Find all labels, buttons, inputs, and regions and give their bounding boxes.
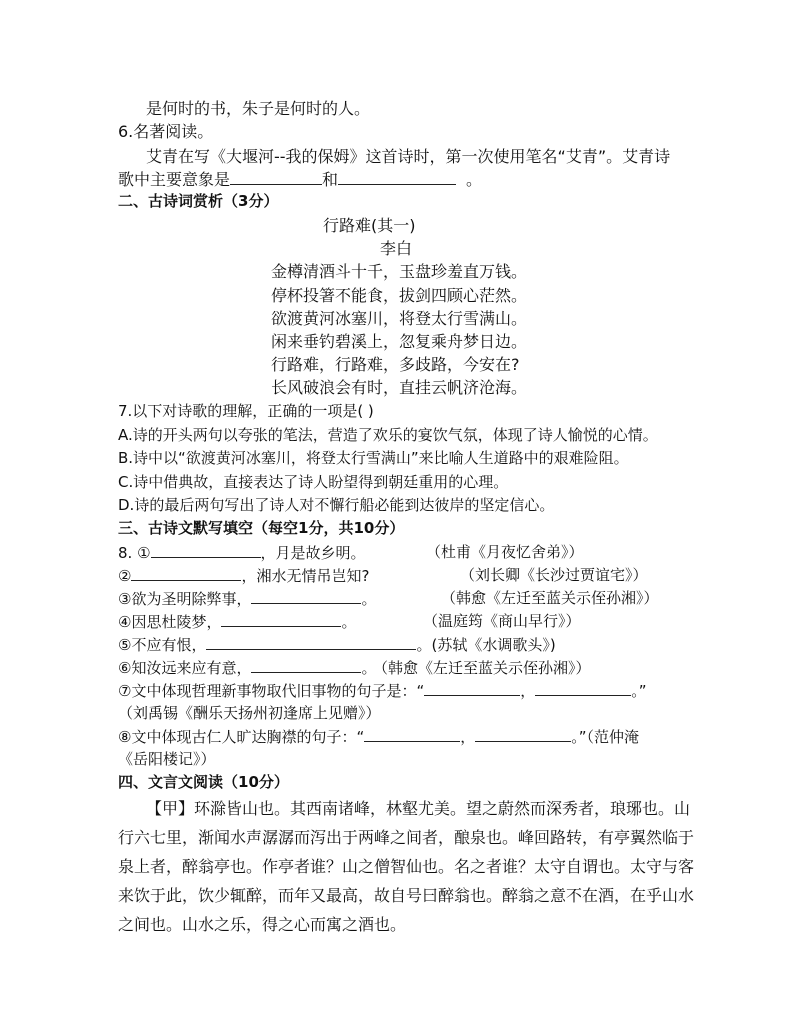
fill-item-6 bbox=[118, 657, 590, 678]
item-text: 。 bbox=[341, 613, 357, 631]
fill-blank[interactable] bbox=[206, 634, 416, 650]
item-source: （杜甫《月夜忆舍弟》） bbox=[426, 543, 584, 561]
item-prefix: ③欲为圣明除弊事， bbox=[118, 590, 252, 608]
poem-line: 欲渡黄河冰塞川，将登太行雪满山。 bbox=[271, 309, 528, 328]
item-prefix: ⑤不应有恨， bbox=[118, 636, 207, 654]
section2-heading: 二、古诗词赏析（3分） bbox=[118, 192, 279, 210]
item-text: ⑧文中体现古仁人旷达胸襟的句子：“ bbox=[118, 728, 365, 746]
fill-item-5 bbox=[118, 634, 556, 655]
section4-heading: 四、文言文阅读（10分） bbox=[118, 773, 289, 791]
item-source: （刘长卿《长沙过贾谊宅》） bbox=[460, 566, 648, 584]
q6-title: 6.名著阅读。 bbox=[118, 122, 214, 141]
item-text: 。” bbox=[631, 682, 647, 700]
item-text: 。 bbox=[361, 590, 377, 608]
fill-blank[interactable] bbox=[221, 611, 341, 627]
item-text: 。 bbox=[361, 659, 377, 677]
fill-blank[interactable] bbox=[151, 542, 261, 558]
fill-blank[interactable] bbox=[131, 565, 241, 581]
item-text: 。 bbox=[416, 636, 432, 654]
item-text: ，月是故乡明。 bbox=[260, 544, 366, 562]
passage-line: 泉上者，醉翁亭也。作亭者谁？山之僧智仙也。名之者谁？太守自谓也。太守与客 bbox=[118, 857, 695, 876]
poem-line: 行路难，行路难，多歧路，今安在? bbox=[271, 355, 520, 374]
item-source: (苏轼《水调歌头》) bbox=[431, 636, 556, 654]
item-text: ， bbox=[460, 728, 476, 746]
q6-body-line1: 艾青在写《大堰河--我的保姆》这首诗时，第一次使用笔名“艾青”。艾青诗 bbox=[146, 147, 671, 166]
item-prefix: ⑥知汝远来应有意， bbox=[118, 659, 252, 677]
q6-blank-1[interactable] bbox=[230, 169, 322, 185]
passage-line: 来饮于此，饮少辄醉，而年又最高，故自号曰醉翁也。醉翁之意不在酒，在乎山水 bbox=[118, 886, 695, 905]
fill-blank[interactable] bbox=[364, 726, 460, 742]
fill-item-2 bbox=[118, 565, 369, 586]
item-text: ，湘水无情吊岂知? bbox=[241, 567, 370, 585]
poem-line: 长风破浪会有时，直挂云帆济沧海。 bbox=[271, 378, 528, 397]
fill-blank[interactable] bbox=[535, 680, 631, 696]
fill-item-8 bbox=[118, 726, 639, 747]
item-text: 。”（范仲淹 bbox=[571, 728, 640, 746]
fill-blank[interactable] bbox=[424, 680, 520, 696]
q7-option-c: C.诗中借典故，直接表达了诗人盼望得到朝廷重用的心理。 bbox=[118, 473, 509, 491]
item-source: （温庭筠《商山早行》） bbox=[423, 612, 581, 630]
passage-line: 【甲】环滁皆山也。其西南诸峰，林壑尤美。望之蔚然而深秀者，琅琊也。山 bbox=[146, 799, 691, 818]
continued-text: 是何时的书，朱子是何时的人。 bbox=[146, 99, 371, 118]
poem-author: 李白 bbox=[380, 239, 413, 258]
item-source: （韩愈《左迁至蓝关示侄孙湘》） bbox=[441, 589, 659, 607]
fill-blank[interactable] bbox=[475, 726, 571, 742]
item-text: ⑦文中体现哲理新事物取代旧事物的句子是：“ bbox=[118, 682, 425, 700]
q7-option-a: A.诗的开头两句以夸张的笔法，营造了欢乐的宴饮气氛，体现了诗人愉悦的心情。 bbox=[118, 426, 658, 444]
fill-blank[interactable] bbox=[251, 588, 361, 604]
fill-item-3 bbox=[118, 588, 376, 609]
q6-body-line2 bbox=[118, 168, 482, 192]
q6-and: 和 bbox=[322, 170, 339, 189]
item-text: ， bbox=[520, 682, 536, 700]
q6-end: 。 bbox=[466, 170, 483, 189]
fill-item-7 bbox=[118, 680, 647, 701]
poem-line: 金樽清酒斗十千，玉盘珍羞直万钱。 bbox=[271, 262, 528, 281]
item-source: （刘禹锡《酬乐天扬州初逢席上见赠》） bbox=[118, 704, 381, 722]
item-source: （韩愈《左迁至蓝关示侄孙湘》） bbox=[380, 659, 591, 677]
passage-line: 行六七里，渐闻水声潺潺而泻出于两峰之间者，酿泉也。峰回路转，有亭翼然临于 bbox=[118, 828, 695, 847]
section3-heading: 三、古诗文默写填空（每空1分，共10分） bbox=[118, 519, 405, 537]
q7-option-b: B.诗中以“欲渡黄河冰塞川，将登太行雪满山”来比喻人生道路中的艰难险阻。 bbox=[118, 449, 629, 467]
item-prefix: ④因思杜陵梦， bbox=[118, 613, 222, 631]
fill-item-1 bbox=[118, 542, 366, 563]
poem-line: 停杯投箸不能食，拔剑四顾心茫然。 bbox=[271, 286, 528, 305]
q6-blank-2[interactable] bbox=[338, 169, 456, 185]
passage-line: 之间也。山水之乐，得之心而寓之酒也。 bbox=[118, 915, 407, 934]
poem-line: 闲来垂钓碧溪上，忽复乘舟梦日边。 bbox=[271, 332, 528, 351]
q7-question: 7.以下对诗歌的理解，正确的一项是( ) bbox=[118, 402, 374, 420]
poem-title: 行路难(其一) bbox=[323, 216, 416, 235]
q7-option-d: D.诗的最后两句写出了诗人对不懈行船必能到达彼岸的坚定信心。 bbox=[118, 496, 555, 514]
item-prefix: 8. ① bbox=[118, 544, 151, 562]
fill-item-4 bbox=[118, 611, 356, 632]
fill-blank[interactable] bbox=[251, 657, 361, 673]
q6-text: 歌中主要意象是 bbox=[118, 170, 231, 189]
item-prefix: ② bbox=[118, 567, 132, 585]
item-source: 《岳阳楼记》） bbox=[118, 750, 216, 768]
